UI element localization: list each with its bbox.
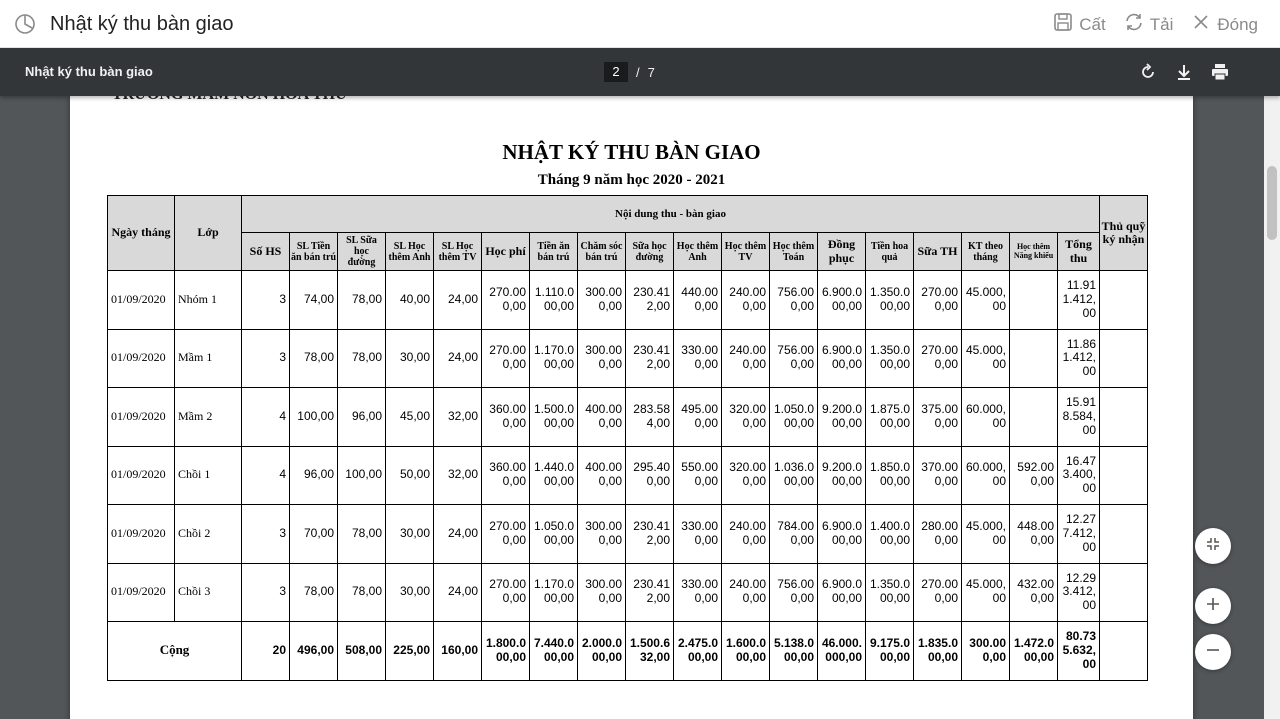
cell-value: 784.000,00 bbox=[770, 505, 818, 564]
cell-value: 3 bbox=[242, 329, 290, 388]
scrollbar-thumb[interactable] bbox=[1267, 166, 1277, 240]
cell-value: 280.000,00 bbox=[914, 505, 962, 564]
total-value: 9.175.000,00 bbox=[866, 622, 914, 681]
cell-value: 240.000,00 bbox=[722, 271, 770, 330]
header-col: SL Sữa học đường bbox=[338, 233, 386, 271]
cell-value: 300.000,00 bbox=[578, 329, 626, 388]
reload-label: Tải bbox=[1149, 14, 1174, 34]
cell-date: 01/09/2020 bbox=[108, 563, 175, 622]
cell-value: 50,00 bbox=[386, 446, 434, 505]
cell-value: 270.000,00 bbox=[914, 271, 962, 330]
window-titlebar bbox=[0, 0, 1280, 48]
fit-page-button[interactable] bbox=[1195, 528, 1231, 564]
cell-value: 78,00 bbox=[338, 329, 386, 388]
total-value: 7.440.000,00 bbox=[530, 622, 578, 681]
cell-value: 100,00 bbox=[338, 446, 386, 505]
header-col: KT theo tháng bbox=[962, 233, 1010, 271]
cell-value: 9.200.000,00 bbox=[818, 446, 866, 505]
cell-value: 440.000,00 bbox=[674, 271, 722, 330]
header-class: Lớp bbox=[175, 196, 242, 271]
cell-value: 6.900.000,00 bbox=[818, 505, 866, 564]
header-col: Học thêm TV bbox=[722, 233, 770, 271]
cell-value: 370.000,00 bbox=[914, 446, 962, 505]
cell-value: 240.000,00 bbox=[722, 329, 770, 388]
cell-value bbox=[1010, 329, 1058, 388]
zoom-in-icon bbox=[1205, 596, 1221, 617]
page-navigator bbox=[604, 62, 655, 82]
cell-value: 1.400.000,00 bbox=[866, 505, 914, 564]
rotate-icon[interactable] bbox=[1138, 62, 1158, 82]
cell-value: 100,00 bbox=[290, 388, 338, 447]
cell-value: 230.412,00 bbox=[626, 563, 674, 622]
cell-value: 3 bbox=[242, 505, 290, 564]
cell-value: 4 bbox=[242, 446, 290, 505]
total-value: 1.835.000,00 bbox=[914, 622, 962, 681]
header-group: Nội dung thu - bàn giao bbox=[242, 196, 1100, 233]
header-col: Chăm sóc bán trú bbox=[578, 233, 626, 271]
cell-value: 3 bbox=[242, 271, 290, 330]
cell-signature bbox=[1100, 505, 1148, 564]
header-col: Sữa học đường bbox=[626, 233, 674, 271]
cell-value: 400.000,00 bbox=[578, 446, 626, 505]
zoom-in-button[interactable] bbox=[1195, 588, 1231, 624]
cell-value: 6.900.000,00 bbox=[818, 563, 866, 622]
page-total: 7 bbox=[647, 64, 655, 80]
cell-class: Chồi 2 bbox=[175, 505, 242, 564]
cell-value: 1.170.000,00 bbox=[530, 563, 578, 622]
cell-value: 283.584,00 bbox=[626, 388, 674, 447]
cell-value: 78,00 bbox=[338, 505, 386, 564]
cell-signature bbox=[1100, 622, 1148, 681]
reload-icon bbox=[1124, 12, 1144, 37]
cell-value: 1.350.000,00 bbox=[866, 329, 914, 388]
table-row bbox=[108, 329, 1148, 388]
header-col: SL Học thêm Anh bbox=[386, 233, 434, 271]
cell-signature bbox=[1100, 446, 1148, 505]
close-icon bbox=[1191, 12, 1211, 37]
total-value: 1.472.000,00 bbox=[1010, 622, 1058, 681]
cell-value: 24,00 bbox=[434, 271, 482, 330]
cell-value: 11.861.412,00 bbox=[1058, 329, 1100, 388]
cell-value: 330.000,00 bbox=[674, 505, 722, 564]
cell-value: 30,00 bbox=[386, 505, 434, 564]
cell-value: 495.000,00 bbox=[674, 388, 722, 447]
cell-signature bbox=[1100, 563, 1148, 622]
pdf-page bbox=[70, 96, 1193, 719]
cell-value bbox=[1010, 271, 1058, 330]
cell-value: 270.000,00 bbox=[482, 505, 530, 564]
cell-value: 45.000,00 bbox=[962, 271, 1010, 330]
total-value: 1.600.000,00 bbox=[722, 622, 770, 681]
total-label: Cộng bbox=[108, 622, 242, 681]
cell-value: 9.200.000,00 bbox=[818, 388, 866, 447]
cell-value: 375.000,00 bbox=[914, 388, 962, 447]
header-col: Số HS bbox=[242, 233, 290, 271]
cell-value: 78,00 bbox=[290, 329, 338, 388]
close-label: Đóng bbox=[1217, 14, 1258, 34]
cell-value: 16.473.400,00 bbox=[1058, 446, 1100, 505]
save-label: Cất bbox=[1079, 14, 1106, 34]
cell-value: 320.000,00 bbox=[722, 446, 770, 505]
save-button[interactable] bbox=[1053, 12, 1105, 37]
cell-value bbox=[1010, 388, 1058, 447]
cell-value: 11.911.412,00 bbox=[1058, 271, 1100, 330]
cell-class: Nhóm 1 bbox=[175, 271, 242, 330]
cell-value: 230.412,00 bbox=[626, 505, 674, 564]
total-value: 496,00 bbox=[290, 622, 338, 681]
cell-class: Chồi 1 bbox=[175, 446, 242, 505]
table-row bbox=[108, 505, 1148, 564]
header-col: Học thêm Năng khiếu bbox=[1010, 233, 1058, 271]
window-actions bbox=[1053, 12, 1258, 37]
document-title: NHẬT KÝ THU BÀN GIAO bbox=[502, 140, 761, 164]
total-value: 1.800.000,00 bbox=[482, 622, 530, 681]
cell-value: 60.000,00 bbox=[962, 388, 1010, 447]
download-icon[interactable] bbox=[1174, 62, 1194, 82]
cell-date: 01/09/2020 bbox=[108, 388, 175, 447]
total-value: 300.000,00 bbox=[962, 622, 1010, 681]
zoom-out-button[interactable] bbox=[1195, 634, 1231, 670]
cell-class: Chồi 3 bbox=[175, 563, 242, 622]
total-value: 80.735.632,00 bbox=[1058, 622, 1100, 681]
header-col: Tiền ăn bán trú bbox=[530, 233, 578, 271]
header-col: Đồng phục bbox=[818, 233, 866, 271]
cell-signature bbox=[1100, 388, 1148, 447]
pdf-viewer bbox=[0, 48, 1280, 719]
table-row bbox=[108, 563, 1148, 622]
cell-value: 4 bbox=[242, 388, 290, 447]
header-col: Học phí bbox=[482, 233, 530, 271]
total-value: 5.138.000,00 bbox=[770, 622, 818, 681]
cell-value: 592.000,00 bbox=[1010, 446, 1058, 505]
cell-date: 01/09/2020 bbox=[108, 505, 175, 564]
header-col: Tổng thu bbox=[1058, 233, 1100, 271]
total-row bbox=[108, 622, 1148, 681]
header-col: Học thêm Toán bbox=[770, 233, 818, 271]
cell-value: 70,00 bbox=[290, 505, 338, 564]
cell-value: 24,00 bbox=[434, 563, 482, 622]
cell-value: 756.000,00 bbox=[770, 329, 818, 388]
cell-value: 756.000,00 bbox=[770, 563, 818, 622]
cell-value: 45.000,00 bbox=[962, 563, 1010, 622]
viewer-actions bbox=[1138, 62, 1230, 82]
cell-value: 270.000,00 bbox=[482, 271, 530, 330]
total-value: 20 bbox=[242, 622, 290, 681]
cell-value: 1.440.000,00 bbox=[530, 446, 578, 505]
viewer-doc-name: Nhật ký thu bàn giao bbox=[25, 64, 153, 79]
cell-value: 24,00 bbox=[434, 505, 482, 564]
cell-value: 300.000,00 bbox=[578, 271, 626, 330]
cell-value: 300.000,00 bbox=[578, 563, 626, 622]
header-col: Sữa TH bbox=[914, 233, 962, 271]
cell-value: 96,00 bbox=[338, 388, 386, 447]
total-value: 2.000.000,00 bbox=[578, 622, 626, 681]
page-number-input[interactable]: 2 bbox=[604, 62, 628, 82]
report-table bbox=[107, 195, 1148, 681]
cell-signature bbox=[1100, 329, 1148, 388]
reload-button[interactable] bbox=[1124, 12, 1174, 37]
header-col: SL Học thêm TV bbox=[434, 233, 482, 271]
cell-value: 32,00 bbox=[434, 446, 482, 505]
cell-value: 270.000,00 bbox=[482, 329, 530, 388]
cell-value: 6.900.000,00 bbox=[818, 271, 866, 330]
total-value: 1.500.632,00 bbox=[626, 622, 674, 681]
cell-value: 45,00 bbox=[386, 388, 434, 447]
cell-value: 270.000,00 bbox=[482, 563, 530, 622]
cell-value: 1.110.000,00 bbox=[530, 271, 578, 330]
header-date: Ngày tháng bbox=[108, 196, 175, 271]
zoom-out-icon bbox=[1205, 642, 1221, 663]
header-col: SL Tiền ăn bán trú bbox=[290, 233, 338, 271]
cell-value: 320.000,00 bbox=[722, 388, 770, 447]
total-value: 2.475.000,00 bbox=[674, 622, 722, 681]
cell-value: 32,00 bbox=[434, 388, 482, 447]
cell-value: 1.170.000,00 bbox=[530, 329, 578, 388]
cell-date: 01/09/2020 bbox=[108, 329, 175, 388]
total-value: 508,00 bbox=[338, 622, 386, 681]
print-icon[interactable] bbox=[1210, 62, 1230, 82]
window-title: Nhật ký thu bàn giao bbox=[50, 13, 234, 35]
cell-value: 1.350.000,00 bbox=[866, 271, 914, 330]
cell-value: 1.500.000,00 bbox=[530, 388, 578, 447]
header-col: Học thêm Anh bbox=[674, 233, 722, 271]
cell-value: 45.000,00 bbox=[962, 329, 1010, 388]
fit-page-icon bbox=[1205, 536, 1221, 557]
cell-date: 01/09/2020 bbox=[108, 271, 175, 330]
cell-value: 12.277.412,00 bbox=[1058, 505, 1100, 564]
cell-value: 40,00 bbox=[386, 271, 434, 330]
cell-value: 1.350.000,00 bbox=[866, 563, 914, 622]
cell-value: 270.000,00 bbox=[914, 329, 962, 388]
cell-value: 448.000,00 bbox=[1010, 505, 1058, 564]
cell-value: 3 bbox=[242, 563, 290, 622]
cell-value: 12.293.412,00 bbox=[1058, 563, 1100, 622]
cell-date: 01/09/2020 bbox=[108, 446, 175, 505]
cell-value: 330.000,00 bbox=[674, 563, 722, 622]
cell-value: 756.000,00 bbox=[770, 271, 818, 330]
table-row bbox=[108, 271, 1148, 330]
cell-value: 230.412,00 bbox=[626, 271, 674, 330]
cell-value: 30,00 bbox=[386, 563, 434, 622]
cell-value: 295.400,00 bbox=[626, 446, 674, 505]
header-signer: Thủ quỹ ký nhận bbox=[1100, 196, 1148, 271]
total-value: 225,00 bbox=[386, 622, 434, 681]
cell-value: 230.412,00 bbox=[626, 329, 674, 388]
header-col: Tiền hoa quả bbox=[866, 233, 914, 271]
cell-value: 270.000,00 bbox=[914, 563, 962, 622]
total-value: 160,00 bbox=[434, 622, 482, 681]
history-icon bbox=[14, 13, 36, 35]
cell-value: 240.000,00 bbox=[722, 505, 770, 564]
cell-value: 6.900.000,00 bbox=[818, 329, 866, 388]
cell-value: 30,00 bbox=[386, 329, 434, 388]
cell-value: 432.000,00 bbox=[1010, 563, 1058, 622]
cell-value: 360.000,00 bbox=[482, 388, 530, 447]
cell-value: 78,00 bbox=[290, 563, 338, 622]
cell-value: 1.050.000,00 bbox=[530, 505, 578, 564]
save-icon bbox=[1053, 12, 1073, 37]
cell-value: 1.850.000,00 bbox=[866, 446, 914, 505]
cell-class: Mầm 1 bbox=[175, 329, 242, 388]
cell-value: 240.000,00 bbox=[722, 563, 770, 622]
document-subtitle: Tháng 9 năm học 2020 - 2021 bbox=[537, 172, 726, 188]
cell-value: 15.918.584,00 bbox=[1058, 388, 1100, 447]
cell-value: 1.050.000,00 bbox=[770, 388, 818, 447]
cell-value: 1.036.000,00 bbox=[770, 446, 818, 505]
cell-value: 400.000,00 bbox=[578, 388, 626, 447]
table-row bbox=[108, 446, 1148, 505]
cell-value: 96,00 bbox=[290, 446, 338, 505]
vertical-scrollbar[interactable] bbox=[1264, 96, 1280, 719]
cell-value: 60.000,00 bbox=[962, 446, 1010, 505]
cell-value: 78,00 bbox=[338, 271, 386, 330]
table-row bbox=[108, 388, 1148, 447]
cell-signature bbox=[1100, 271, 1148, 330]
cell-value: 74,00 bbox=[290, 271, 338, 330]
cell-value: 300.000,00 bbox=[578, 505, 626, 564]
cell-value: 24,00 bbox=[434, 329, 482, 388]
total-value: 46.000.000,00 bbox=[818, 622, 866, 681]
page-separator: / bbox=[636, 64, 640, 80]
close-button[interactable] bbox=[1191, 12, 1258, 37]
cell-value: 330.000,00 bbox=[674, 329, 722, 388]
cell-value: 45.000,00 bbox=[962, 505, 1010, 564]
cell-value: 550.000,00 bbox=[674, 446, 722, 505]
cell-value: 78,00 bbox=[338, 563, 386, 622]
viewer-toolbar bbox=[0, 48, 1280, 96]
cell-value: 1.875.000,00 bbox=[866, 388, 914, 447]
cell-class: Mầm 2 bbox=[175, 388, 242, 447]
cell-value: 360.000,00 bbox=[482, 446, 530, 505]
